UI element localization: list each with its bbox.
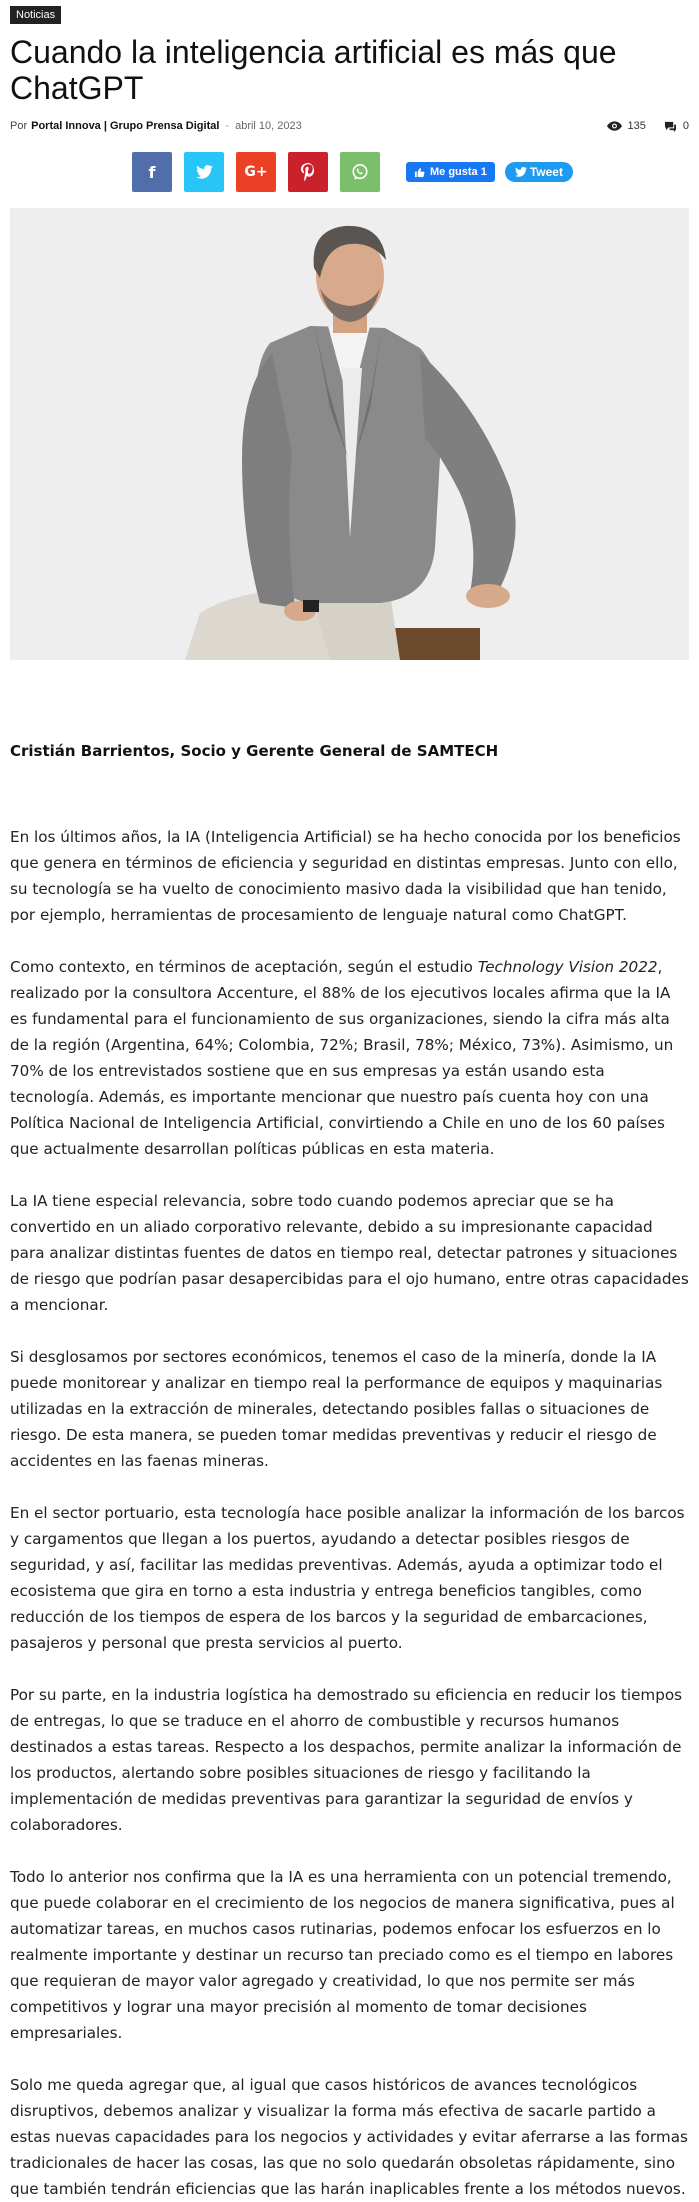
- paragraph-1: En los últimos años, la IA (Inteligencia Artificial) se ha hecho conocida por los beneficios que genera en términos de eficiencia y seguridad en distintas empresas. Junto con ello, su tecnología se ha vuelto de conocimiento masivo dada la visibilidad que han tenido, por ejemplo, herramientas de procesamiento de lenguaje natural como ChatGPT.: [10, 828, 681, 924]
- portrait-illustration: [10, 208, 689, 660]
- paragraph-8: Solo me queda agregar que, al igual que casos históricos de avances tecnológicos disruptivos, debemos analizar y visualizar la forma más efectiva de sacarle partido a estas nuevas capacidades para los negocios y actividades y evitar aferrarse a las formas tradicionales de hacer las cosas, las que no solo quedarán obsoletas rápidamente, sino que también tendrán eficiencias que las harán inaplicables frente a los métodos nuevos.: [10, 2076, 688, 2198]
- like-label: Me gusta 1: [430, 166, 487, 178]
- paragraph-2-end: , realizado por la consultora Accenture, el 88% de los ejecutivos locales afirma que la IA es fundamental para el funcionamiento de sus organizaciones, siendo la cifra más alta de la región (Argentina, 64%; Colombia, 72%; Brasil, 78%; México, 73%). Asimismo, un 70% de los entrevistados sostiene que en sus empresas ya están usando esta tecnología. Además, es importante mencionar que nuestro país cuenta hoy con una Política Nacional de Inteligencia Artificial, convirtiendo a Chile en uno de los 60 países que actualmente desarrollan políticas públicas en esta materia.: [10, 958, 674, 1158]
- facebook-like-button[interactable]: [406, 162, 495, 182]
- paragraph-5: En el sector portuario, esta tecnología hace posible analizar la información de los barcos y cargamentos que llegan a los puertos, ayudando a detectar posibles riesgos de seguridad, y así, facilitar las medidas preventivas. Además, ayuda a optimizar todo el ecosistema que gira en torno a esta industria y entrega beneficios tangibles, como reducción de los tiempos de espera de los barcos y la seguridad de embarcaciones, pasajeros y personal que presta servicios al puerto.: [10, 1504, 685, 1652]
- by-label: Por: [10, 120, 28, 132]
- views-count: [607, 120, 646, 132]
- comments-count[interactable]: [664, 120, 689, 132]
- category-tag[interactable]: Noticias: [10, 6, 61, 24]
- featured-image: [10, 208, 689, 660]
- pinterest-share-button[interactable]: [288, 152, 328, 192]
- views-value: 135: [627, 120, 646, 132]
- article-byline: Cristián Barrientos, Socio y Gerente General de SAMTECH: [10, 742, 499, 760]
- google-plus-icon: G+: [244, 164, 268, 180]
- facebook-share-button[interactable]: [132, 152, 172, 192]
- meta-separator: -: [225, 120, 230, 132]
- paragraph-2-start: Como contexto, en términos de aceptación, según el estudio: [10, 958, 478, 976]
- whatsapp-icon: [351, 163, 369, 181]
- twitter-bird-icon: [515, 167, 527, 177]
- eye-icon: [607, 121, 622, 131]
- study-name: Technology Vision 2022: [477, 958, 658, 976]
- comment-icon: [664, 121, 677, 132]
- googleplus-share-button[interactable]: [236, 152, 276, 192]
- facebook-icon: f: [148, 162, 156, 182]
- paragraph-4: Si desglosamos por sectores económicos, tenemos el caso de la minería, donde la IA puede monitorear y analizar en tiempo real la performance de equipos y maquinarias utilizadas en la extracción de minerales, detectando posibles fallas o situaciones de riesgo. De esta manera, se pueden tomar medidas preventivas y reducir el riesgo de accidentes en las faenas mineras.: [10, 1348, 663, 1470]
- whatsapp-share-button[interactable]: [340, 152, 380, 192]
- post-date: abril 10, 2023: [235, 120, 302, 132]
- pinterest-icon: [301, 163, 315, 181]
- paragraph-3: La IA tiene especial relevancia, sobre todo cuando podemos apreciar que se ha convertido en un aliado corporativo relevante, debido a su impresionante capacidad para analizar distintas fuentes de datos en tiempo real, detectar patrones y situaciones de riesgo que podrían pasar desapercibidas para el ojo humano, entre otras capacidades a mencionar.: [10, 1192, 689, 1314]
- page-title: Cuando la inteligencia artificial es más que ChatGPT: [10, 34, 617, 106]
- paragraph-2: [10, 954, 689, 1162]
- article-body: [10, 824, 689, 2202]
- thumbs-up-icon: [414, 167, 425, 178]
- share-bar: [10, 152, 689, 192]
- tweet-button[interactable]: [505, 162, 573, 182]
- comments-value: 0: [682, 120, 689, 132]
- tweet-label: Tweet: [529, 165, 563, 179]
- author-link[interactable]: Portal Innova | Grupo Prensa Digital: [31, 120, 220, 132]
- paragraph-7: Todo lo anterior nos confirma que la IA es una herramienta con un potencial tremendo, que puede colaborar en el crecimiento de los negocios de manera significativa, pues al automatizar tareas, en muchos casos rutinarias, podemos enfocar los esfuerzos en lo realmente importante y destinar un recurso tan preciado como es el tiempo en labores que requieran de mayor valor agregado y creatividad, lo que nos permite ser más competitivos y lograr una mayor precisión al momento de tomar decisiones empresariales.: [10, 1868, 675, 2042]
- post-meta: [10, 118, 689, 134]
- twitter-share-button[interactable]: [184, 152, 224, 192]
- paragraph-6: Por su parte, en la industria logística ha demostrado su eficiencia en reducir los tiempos de entregas, lo que se traduce en el ahorro de combustible y recursos humanos destinados a estas tareas. Respecto a los despachos, permite analizar la información de los productos, alertando sobre posibles situaciones de riesgo y facilitando la implementación de medidas preventivas para garantizar la seguridad de envíos y colaboradores.: [10, 1686, 683, 1834]
- twitter-bird-icon: [196, 165, 213, 179]
